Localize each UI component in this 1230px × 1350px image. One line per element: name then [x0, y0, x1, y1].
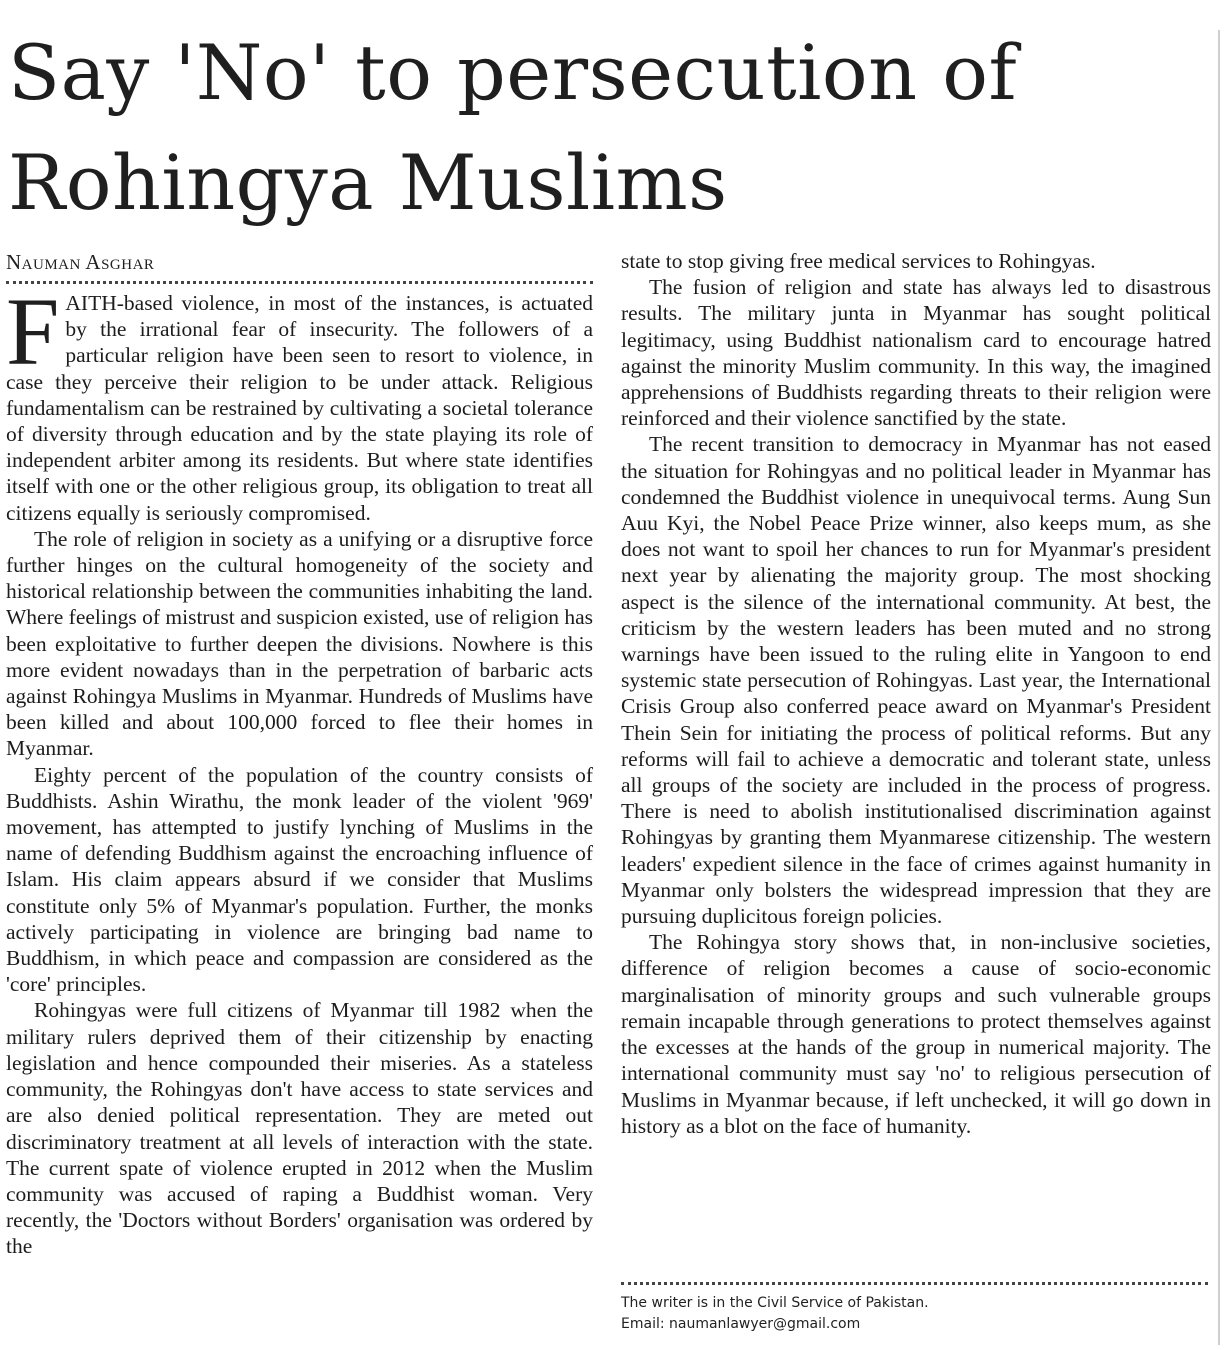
paragraph-4: Rohingyas were full citizens of Myanmar till 1982 when the military rulers deprived them of their citizenship by enacting legislation and hence compounded their miseries. As a stateless community, the Rohingyas don't have access to state services and are also denied political representation. They are meted out discriminatory treatment at all levels of interaction with the state. The current spate of violence erupted in 2012 when the Muslim community was accused of raping a Buddhist woman. Very recently, the 'Doctors without Borders' organisation was ordered by the [6, 998, 593, 1259]
paragraph-6: The fusion of religion and state has always led to disastrous results. The military junta in Myanmar has sought political legitimacy, using Buddhist nationalism card to encourage hatred against the minority Muslim community. In this way, the imagined apprehensions of Buddhists regarding threats to their religion were reinforced and their violence sanctified by the state. [621, 275, 1211, 431]
author-email: Email: naumanlawyer@gmail.com [621, 1316, 861, 1332]
headline-line-2: Rohingya Muslims [8, 138, 728, 227]
page-edge-rule [1218, 30, 1220, 1345]
footer-divider [621, 1282, 1208, 1285]
paragraph-3: Eighty percent of the population of the country consists of Buddhists. Ashin Wirathu, the monk leader of the violent '969' movement, has attempted to justify lynching of Muslims in the name of defending Buddhism against the encroaching influence of Islam. His claim appears absurd if we consider that Muslims constitute only 5% of Myanmar's population. Further, the monks actively participating in violence are bringing bad name to Buddhism, in which peace and compassion are considered as the 'core' principles. [6, 762, 593, 997]
column-left [6, 278, 593, 1260]
byline-divider [6, 281, 593, 284]
byline: Nauman Asghar [6, 250, 155, 274]
paragraph-1 [6, 278, 593, 526]
headline [8, 18, 1188, 238]
paragraph-5-continued: state to stop giving free medical services to Rohingyas. [621, 249, 1096, 273]
author-note-line: The writer is in the Civil Service of Pakistan. [621, 1295, 929, 1311]
paragraph-2: The role of religion in society as a unifying or a disruptive force further hinges on the cultural homogeneity of the society and historical relationship between the communities inhabiting the land. Where feelings of mistrust and suspicion existed, use of religion has been exploitative to further deepen the divisions. Nowhere is this more evident nowadays than in the perpetration of barbaric acts against Rohingya Muslims in Myanmar. Hundreds of Muslims have been killed and about 100,000 forced to flee their homes in Myanmar. [6, 526, 593, 761]
paragraph-7: The recent transition to democracy in Myanmar has not eased the situation for Rohingyas and no political leader in Myanmar has condemned the Buddhist violence in unequivocal terms. Aung Sun Auu Kyi, the Nobel Peace Prize winner, also keeps mum, as she does not want to spoil her chances to run for Myanmar's president next year by alienating the majority group. The most shocking aspect is the silence of the international community. At best, the criticism by the western leaders has been muted and no strong warnings have been issued to the ruling elite in Yangoon to end systemic state persecution of Rohingyas. Last year, the International Crisis Group also conferred peace award on Myanmar's President Thein Sein for initiating the process of political reforms. But any reforms will fail to achieve a democratic and tolerant state, unless all groups of the society are included in the process of progress. There is need to abolish institutionalised discrimination against Rohingyas by granting them Myanmarese citizenship. The western leaders' expedient silence in the face of crimes against humanity in Myanmar only bolsters the widespread impression that they are pursuing duplicitous foreign policies. [621, 432, 1211, 929]
drop-cap: F [6, 278, 60, 385]
paragraph-1-text: AITH-based violence, in most of the instances, is actuated by the irrational fear of insecurity. The followers of a particular religion have been seen to resort to violence, in case they perceive their religion to be under attack. Religious fundamentalism can be restrained by cultivating a societal tolerance of diversity through education and by the state playing its role of independent arbiter among its residents. But where state identifies itself with one or the other religious group, its obligation to treat all citizens equally is seriously compromised. [6, 291, 593, 525]
column-right [621, 248, 1211, 1139]
paragraph-8: The Rohingya story shows that, in non-inclusive societies, difference of religion becomes a cause of socio-economic marginalisation of minority groups and such vulnerable groups remain incapable through generations to protect themselves against the excesses at the hands of the group in numerical majority. The international community must say 'no' to religious persecution of Muslims in Myanmar because, if left unchecked, it will go down in history as a blot on the face of humanity. [621, 930, 1211, 1138]
author-note [621, 1293, 1211, 1335]
headline-line-1: Say 'No' to persecution of [8, 28, 1018, 117]
